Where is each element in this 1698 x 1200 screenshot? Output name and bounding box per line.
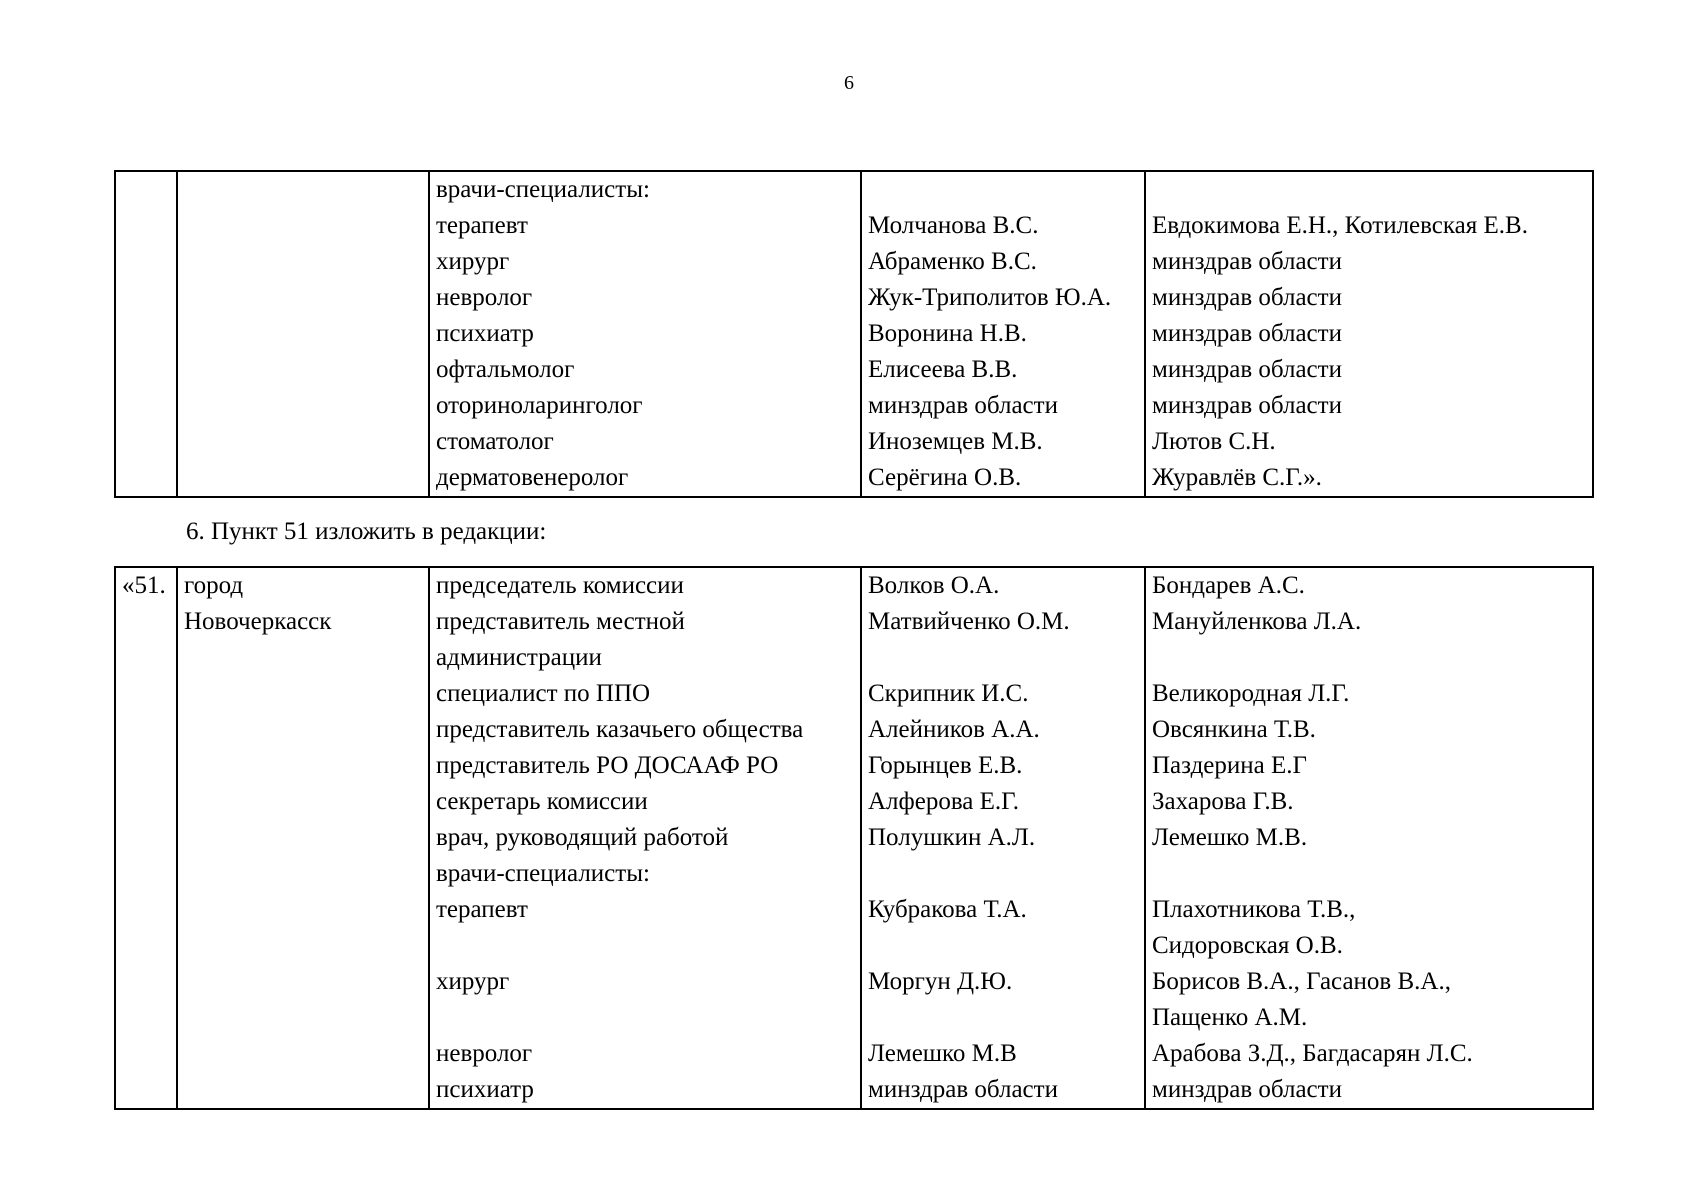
cell-line: врач, руководящий работой [436,824,729,851]
cell-line: Бондарев А.С. [1152,572,1305,599]
cell-line [1152,640,1592,676]
cell-line: Кубракова Т.А. [868,896,1027,923]
cell-line [868,928,1144,964]
reserve-member-cell [1145,171,1593,497]
cell-line: Молчанова В.С. [868,212,1039,239]
cell-line: Сидоровская О.В. [1152,932,1343,959]
cell-line: психиатр [436,320,534,347]
cell-line: Воронина Н.В. [868,320,1027,347]
cell-line: председатель комиссии [436,572,684,599]
reserve-member-cell [1145,567,1593,1109]
cell-line [436,928,860,964]
cell-line [868,640,1144,676]
cell-line: Моргун Д.Ю. [868,968,1013,995]
cell-line: Борисов В.А., Гасанов В.А., [1152,968,1451,995]
cell-line: «51. [122,572,166,599]
cell-line: Алейников А.А. [868,716,1040,743]
cell-line: Лютов С.Н. [1152,428,1276,455]
cell-line: офтальмолог [436,356,575,383]
cell-line [1152,856,1592,892]
cell-line: минздрав области [868,1076,1058,1103]
cell-line: Абраменко В.С. [868,248,1037,275]
cell-line: хирург [436,968,510,995]
cell-line: невролог [436,1040,533,1067]
cell-line: город [184,572,244,599]
commission-table-item-51 [114,566,1594,1110]
position-cell [429,567,861,1109]
cell-line: представитель казачьего общества [436,716,804,743]
locality-cell [177,171,429,497]
cell-line: Иноземцев М.В. [868,428,1043,455]
cell-line: терапевт [436,896,528,923]
cell-line [436,1000,860,1036]
cell-line: дерматовенеролог [436,464,629,491]
cell-line: представитель РО ДОСААФ РО [436,752,779,779]
cell-line: Великородная Л.Г. [1152,680,1350,707]
cell-line: Матвийченко О.М. [868,608,1070,635]
cell-line [868,172,1144,208]
cell-line: Пащенко А.М. [1152,1004,1308,1031]
cell-line: специалист по ППО [436,680,651,707]
cell-line: Паздерина Е.Г [1152,752,1307,779]
cell-line: оториноларинголог [436,392,643,419]
cell-line: Мануйленкова Л.А. [1152,608,1362,635]
cell-line: хирург [436,248,510,275]
cell-line: администрации [436,644,602,671]
cell-line: Лемешко М.В [868,1040,1017,1067]
member-cell [861,567,1145,1109]
number-cell [115,567,177,1109]
cell-line: Захарова Г.В. [1152,788,1294,815]
cell-line: Евдокимова Е.Н., Котилевская Е.В. [1152,212,1528,239]
cell-line: Журавлёв С.Г.». [1152,464,1322,491]
cell-line [184,172,428,208]
cell-line: Плахотникова Т.В., [1152,896,1356,923]
cell-line [122,172,176,208]
cell-line: минздрав области [1152,356,1342,383]
cell-line: Овсянкина Т.В. [1152,716,1316,743]
cell-line: стоматолог [436,428,554,455]
cell-line: Арабова З.Д., Багдасарян Л.С. [1152,1040,1473,1067]
cell-line: представитель местной [436,608,685,635]
cell-line: минздрав области [1152,392,1342,419]
cell-line: Лемешко М.В. [1152,824,1308,851]
table-row [115,567,1593,1109]
cell-line: минздрав области [1152,320,1342,347]
commission-table-continued [114,170,1594,498]
cell-line: психиатр [436,1076,534,1103]
cell-line: терапевт [436,212,528,239]
cell-line: Скрипник И.С. [868,680,1029,707]
position-cell [429,171,861,497]
cell-line: Елисеева В.В. [868,356,1018,383]
cell-line: Жук-Триполитов Ю.А. [868,284,1112,311]
cell-line: невролог [436,284,533,311]
cell-line: минздрав области [1152,284,1342,311]
amendment-paragraph: 6. Пункт 51 изложить в редакции: [186,518,547,545]
member-cell [861,171,1145,497]
cell-line: врачи-специалисты: [436,176,650,203]
cell-line: врачи-специалисты: [436,860,650,887]
cell-line: Новочеркасск [184,608,332,635]
table-row [115,171,1593,497]
cell-line: Волков О.А. [868,572,1000,599]
cell-line: секретарь комиссии [436,788,648,815]
cell-line: минздрав области [868,392,1058,419]
cell-line: Горынцев Е.В. [868,752,1023,779]
cell-line [1152,172,1592,208]
cell-line: Полушкин А.Л. [868,824,1036,851]
cell-line: Алферова Е.Г. [868,788,1020,815]
locality-cell [177,567,429,1109]
cell-line [868,856,1144,892]
page-number: 6 [844,72,854,94]
cell-line: Серёгина О.В. [868,464,1022,491]
cell-line: минздрав области [1152,248,1342,275]
cell-line [868,1000,1144,1036]
number-cell [115,171,177,497]
cell-line: минздрав области [1152,1076,1342,1103]
